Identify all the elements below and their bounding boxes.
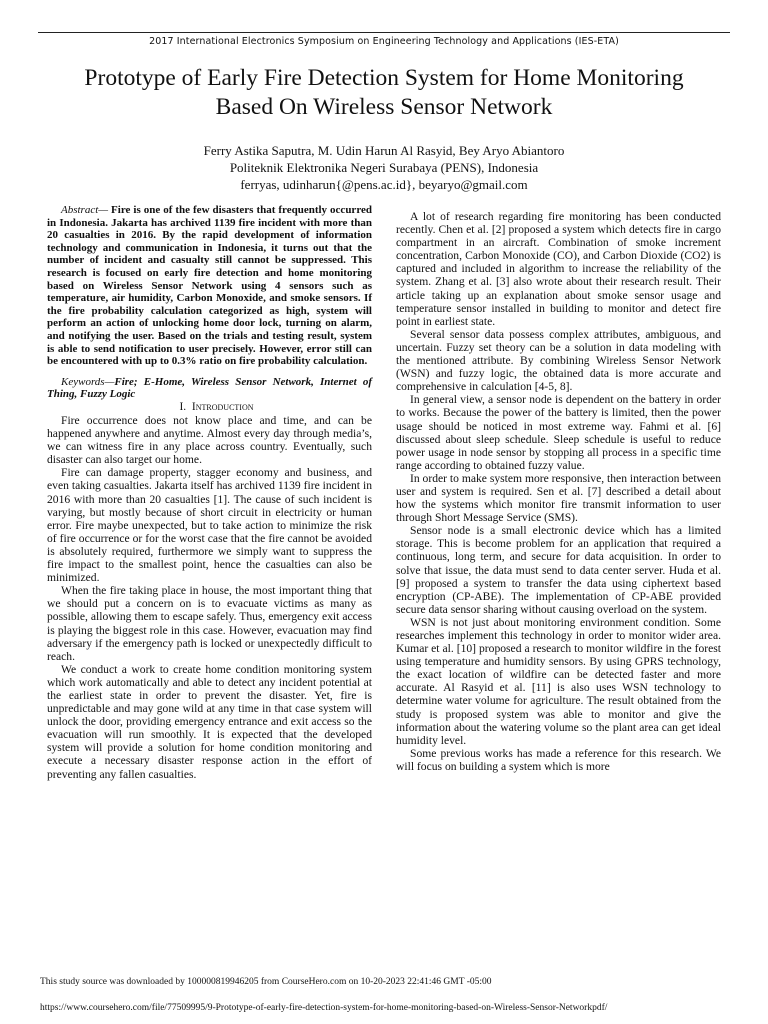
title-line-2: Based On Wireless Sensor Network (215, 94, 553, 120)
paragraph: Some previous works has made a reference for this research. We will focus on building a system which is more (396, 746, 721, 773)
paragraph: In order to make system more responsive, then interaction between user and system is required. Sen et al. [7] described a detail about how the systems which monitor fire transmit information to user through Short Message Service (SMS). (396, 471, 721, 525)
paper-title (40, 64, 728, 122)
section-title: Introduction (191, 400, 254, 413)
conference-header: 2017 International Electronics Symposium on Engineering Technology and Applications (IES-ETA) (149, 36, 619, 47)
authors: Ferry Astika Saputra, M. Udin Harun Al Rasyid, Bey Aryo Abiantoro (203, 143, 565, 158)
affiliation: Politeknik Elektronika Negeri Surabaya (PENS), Indonesia (229, 160, 539, 175)
abstract-label: Abstract— (61, 204, 109, 216)
paragraph: Fire can damage property, stagger economy and business, and even taking casualties. Jakarta itself has archived 1139 fire incident in 2016 with more than 20 casualties [1]. The cause of such incident is varying, but mostly because of short circuit in electricity or human error. Fire maybe unexpected, but to take action to minimize the risk of fire occurrence or for the worst case that the fire cannot be avoided is absolutely required, furthermore we simply want to suppress the fire impact to the smallest point, hence the casualties can also be minimized. (47, 466, 372, 585)
paragraph: We conduct a work to create home condition monitoring system which work automatically and able to detect any incident potential at the earliest state in order to prevent the disaster. Yet, fire is unpredictable and may gone wild at any time in that case system will unlock the door, providing emergency entrance and exit access so the evacuation will run smoothly. It is expected that the developed system will provide a solution for home condition monitoring and execute a necessary disaster response action in the effort of preventing any fallen casualties. (47, 662, 372, 781)
right-column (396, 210, 721, 773)
paragraph: A lot of research regarding fire monitoring has been conducted recently. Chen et al. [2] proposed a system which detects fire in cargo compartment in an aircraft. Combination of smoke increment concentration, Carbon Monoxide (CO), and Carbon Dioxide (CO2) is captured and included in algorithm to increase the reliability of the system. Zhang et al. [3] also wrote about their research result. Their article taking up an explanation about smoke sensor usage and temperature sensor installed in building to monitor and detect fire point in earliest state. (396, 210, 721, 328)
header-rule (38, 32, 730, 33)
paragraph: Several sensor data possess complex attributes, ambiguous, and uncertain. Fuzzy set theory can be a solution in data modeling with the mentioned attribute. By combining Wireless Sensor Network (WSN) and fuzzy logic, the obtained data is more accurate and comprehensive in calculation [4-5, 8]. (396, 327, 721, 394)
keywords (47, 376, 372, 401)
left-column (47, 204, 372, 781)
abstract (47, 204, 372, 368)
emails: ferryas, udinharun{@pens.ac.id}, beyaryo@gmail.com (240, 177, 528, 192)
abstract-text: Fire is one of the few disasters that frequently occurred in Indonesia. Jakarta has archived 1139 fire incident with more than 20 casualties in 2016. By the rapid development of information technology and communication in Indonesia, it turns out that the number of incident and casualty still cannot be suppressed. This research is focused on early fire detection and home monitoring based on Wireless Sensor Network using 4 sensors such as temperature, air humidity, Carbon Monoxide, and smoke sensors. If the fire probability calculation categorized as high, system will perform an action of unlocking home door lock, turning on alarm, and notifying the user. Based on the trials and testing result, system is able to send notification to user precisely. However, error still can be encountered with up to 0.3% ratio on fire probability calculation. (47, 204, 372, 368)
paragraph: Fire occurrence does not know place and time, and can be happened anywhere and anytime. Almost every day through media’s, we can witness fire in any place across country. Eventually, such disaster can also target our home. (47, 414, 372, 467)
author-block (0, 142, 768, 193)
paragraph: WSN is not just about monitoring environment condition. Some researches implement this technology in order to monitor wider area. Kumar et al. [10] proposed a research to monitor wildfire in the forest using temperature and humidity sensors. By using GPRS technology, the exact location of wildfire can be detected faster and more accurate. Al Rasyid et al. [11] is also uses WSN technology to determine water volume for agriculture. The result obtained from the study is proposed system was able to monitor and give the information about the watering volume so the plant area can get ideal humidity level. (396, 615, 721, 747)
download-notice: This study source was downloaded by 100000819946205 from CourseHero.com on 10-20-2023 22:41:46 GMT -05:00 (40, 977, 492, 987)
paragraph: In general view, a sensor node is dependent on the battery in order to works. Because the power of the battery is limited, then the power usage should be noticed in most extreme way. Fahmi et al. [6] discussed about sleep schedule. Sleep schedule is useful to reduce power usage in node sensor by stopping all process in a specific time range according to obtained fuzzy value. (396, 393, 721, 472)
paragraph: Sensor node is a small electronic device which has a limited storage. This is become problem for an application that required a continuous, long term, and secure for data acquisition. In order to solve that issue, the data must send to data center server. Huda et al. [9] proposed a system to transfer the data using ciphertext based encryption (CP-ABE). The implementation of CP-ABE provided secure data sensor sharing without causing overload on the system. (396, 524, 721, 616)
section-heading-introduction (47, 401, 372, 414)
section-number: I. (179, 400, 187, 413)
title-line-1: Prototype of Early Fire Detection System for Home Monitoring (84, 65, 684, 91)
source-url[interactable]: https://www.coursehero.com/file/77509995/9-Prototype-of-early-fire-detection-system-for-home-monitoring-based-on-Wireless-Sensor-Networkpdf/ (40, 1003, 608, 1013)
keywords-label: Keywords— (61, 375, 115, 388)
paragraph: When the fire taking place in house, the most important thing that we should put a concern on is to evacuate victims as many as possible, allowing them to escape safely. Thus, emergency exit access is playing the biggest role in this case. However, evacuation may find adversary if the emergency path is locked or unexpectedly difficult to reach. (47, 584, 372, 663)
keywords-text: Fire; E-Home, Wireless Sensor Network, Internet of Thing, Fuzzy Logic (47, 375, 372, 401)
